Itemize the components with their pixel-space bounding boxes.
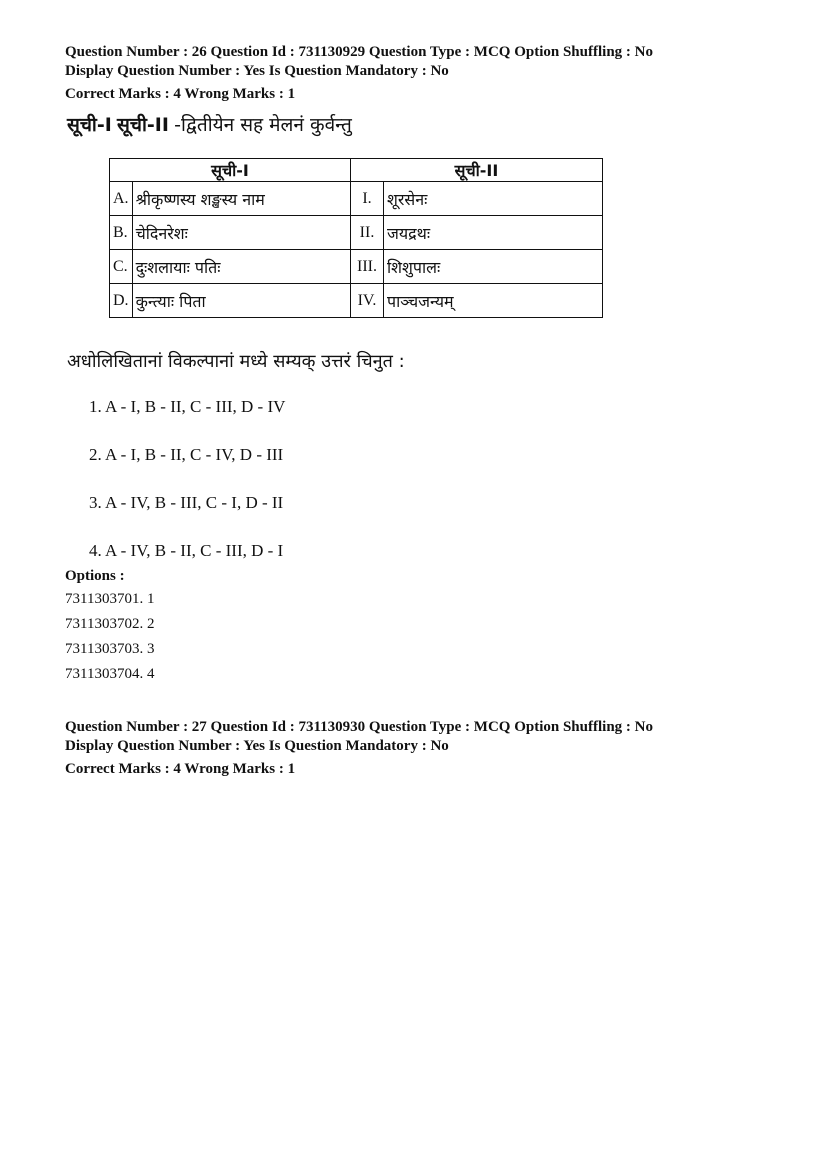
choice-3: 3. A - IV, B - III, C - I, D - II <box>89 493 284 512</box>
option-id-4: 7311303704. 4 <box>65 666 155 682</box>
q27-meta-line1: Question Number : 27 Question Id : 731130930 Question Type : MCQ Option Shuffling : No <box>65 719 653 735</box>
row-label-right: II. <box>351 216 384 250</box>
row-item-right: जयद्रथः <box>384 216 603 250</box>
choice-2: 2. A - I, B - II, C - IV, D - III <box>89 445 284 464</box>
table-row <box>110 216 603 250</box>
title-list2: सूची-II <box>117 114 169 136</box>
table-row <box>110 182 603 216</box>
matching-table <box>109 158 603 318</box>
q26-meta-line2: Display Question Number : Yes Is Question Mandatory : No <box>65 63 449 79</box>
row-label-left: C. <box>110 250 133 284</box>
answer-instruction: अधोलिखितानां विकल्पानां मध्ये सम्यक् उत्तरं चिनुत : <box>67 351 405 372</box>
choice-4: 4. A - IV, B - II, C - III, D - I <box>89 541 284 560</box>
choice-1: 1. A - I, B - II, C - III, D - IV <box>89 397 286 416</box>
title-instruction: -द्वितीयेन सह मेलनं कुर्वन्तु <box>174 114 352 136</box>
row-label-right: III. <box>351 250 384 284</box>
q26-question-title <box>67 111 352 137</box>
q27-meta-line3: Correct Marks : 4 Wrong Marks : 1 <box>65 761 296 777</box>
table-header-row <box>110 159 603 182</box>
option-id-3: 7311303703. 3 <box>65 641 155 657</box>
q26-meta-line3: Correct Marks : 4 Wrong Marks : 1 <box>65 86 296 102</box>
table-row <box>110 284 603 318</box>
row-label-left: D. <box>110 284 133 318</box>
row-item-right: शिशुपालः <box>384 250 603 284</box>
row-label-right: I. <box>351 182 384 216</box>
q26-meta <box>65 43 653 104</box>
header-list2: सूची-II <box>351 159 603 182</box>
row-item-left: श्रीकृष्णस्य शङ्खस्य नाम <box>132 182 350 216</box>
q26-meta-line1: Question Number : 26 Question Id : 731130929 Question Type : MCQ Option Shuffling : No <box>65 44 653 60</box>
header-list1: सूची-I <box>110 159 351 182</box>
row-item-left: चेदिनरेशः <box>132 216 350 250</box>
option-id-1: 7311303701. 1 <box>65 591 155 607</box>
row-label-left: B. <box>110 216 133 250</box>
options-label: Options : <box>65 568 125 584</box>
table-row <box>110 250 603 284</box>
row-label-right: IV. <box>351 284 384 318</box>
q27-meta-line2: Display Question Number : Yes Is Question Mandatory : No <box>65 738 449 754</box>
row-label-left: A. <box>110 182 133 216</box>
row-item-right: पाञ्चजन्यम् <box>384 284 603 318</box>
title-list1: सूची-I <box>67 114 112 136</box>
q27-meta <box>65 718 653 779</box>
option-id-2: 7311303702. 2 <box>65 616 155 632</box>
row-item-left: कुन्त्याः पिता <box>132 284 350 318</box>
row-item-left: दुःशलायाः पतिः <box>132 250 350 284</box>
row-item-right: शूरसेनः <box>384 182 603 216</box>
